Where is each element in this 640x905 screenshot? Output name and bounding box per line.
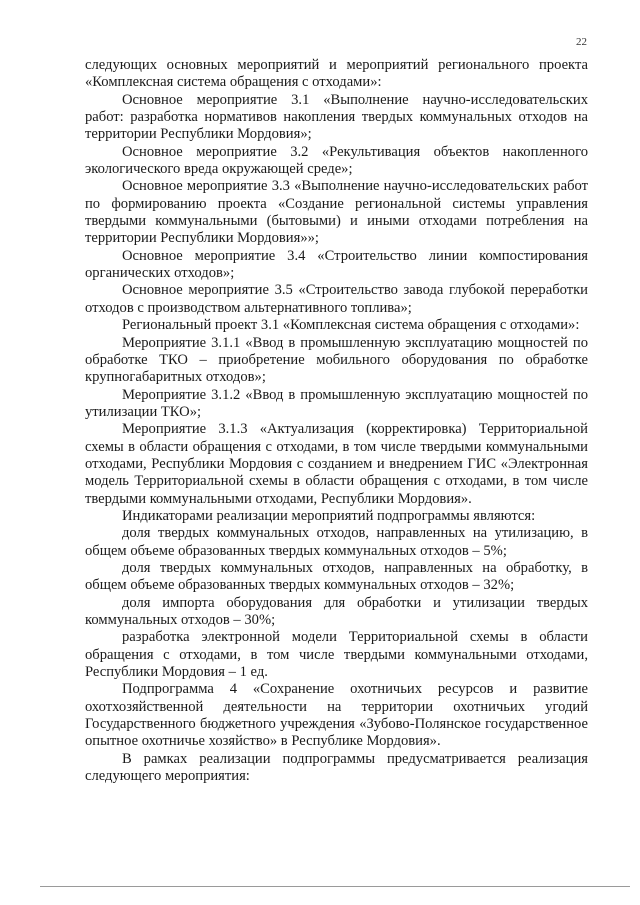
paragraph: Основное мероприятие 3.1 «Выполнение научно-исследовательских работ: разработка нормативов накопления твердых коммунальных отходов на территории Республики Мордовия»; [85, 91, 588, 143]
paragraph: Основное мероприятие 3.3 «Выполнение научно-исследовательских работ по формированию проекта «Создание региональной системы управления твердыми коммунальными (бытовыми) и иными отходами потребления на территории Республики Мордовия»»; [85, 178, 588, 247]
paragraph: разработка электронной модели Территориальной схемы в области обращения с отходами, в том числе твердыми коммунальными отходами, Республики Мордовия – 1 ед. [85, 629, 588, 681]
paragraph: Основное мероприятие 3.4 «Строительство линии компостирования органических отходов»; [85, 247, 588, 282]
paragraph: Мероприятие 3.1.3 «Актуализация (корректировка) Территориальной схемы в области обращения с отходами, в том числе твердыми коммунальными отходами, Республики Мордовия с созданием и внедрением ГИС «Электронная модель Территориальной схемы в области обращения с отходами, в том числе твердыми коммунальными отходами, Республики Мордовия». [85, 421, 588, 507]
paragraph: Мероприятие 3.1.2 «Ввод в промышленную эксплуатацию мощностей по утилизации ТКО»; [85, 386, 588, 420]
bottom-divider [40, 886, 630, 887]
paragraph: Основное мероприятие 3.5 «Строительство завода глубокой переработки отходов с производством альтернативного топлива»; [85, 282, 588, 316]
paragraph: Подпрограмма 4 «Сохранение охотничьих ресурсов и развитие охотхозяйственной деятельности на территории охотничьих угодий Государственного бюджетного учреждения «Зубово-Полянское государственное опытное охотничье хозяйство» в Республике Мордовия». [85, 681, 588, 750]
paragraph: Основное мероприятие 3.2 «Рекультивация объектов накопленного экологического вреда окружающей среде»; [85, 143, 588, 178]
paragraph: доля импорта оборудования для обработки и утилизации твердых коммунальных отходов – 30%; [85, 594, 588, 628]
paragraph: доля твердых коммунальных отходов, направленных на утилизацию, в общем объеме образованных твердых коммунальных отходов – 5%; [85, 525, 588, 559]
paragraph: Региональный проект 3.1 «Комплексная система обращения с отходами»: [122, 317, 580, 334]
page-number: 22 [576, 36, 587, 48]
paragraph: доля твердых коммунальных отходов, направленных на обработку, в общем объеме образованных твердых коммунальных отходов – 32%; [85, 559, 588, 594]
paragraph: В рамках реализации подпрограммы предусматривается реализация следующего мероприятия: [85, 750, 588, 785]
paragraph: Индикаторами реализации мероприятий подпрограммы являются: [122, 507, 536, 524]
document-body [85, 57, 588, 785]
paragraph: Мероприятие 3.1.1 «Ввод в промышленную эксплуатацию мощностей по обработке ТКО – приобретение мобильного оборудования по обработке крупногабаритных отходов»; [85, 334, 588, 386]
paragraph: следующих основных мероприятий и мероприятий регионального проекта «Комплексная система обращения с отходами»: [85, 57, 588, 91]
